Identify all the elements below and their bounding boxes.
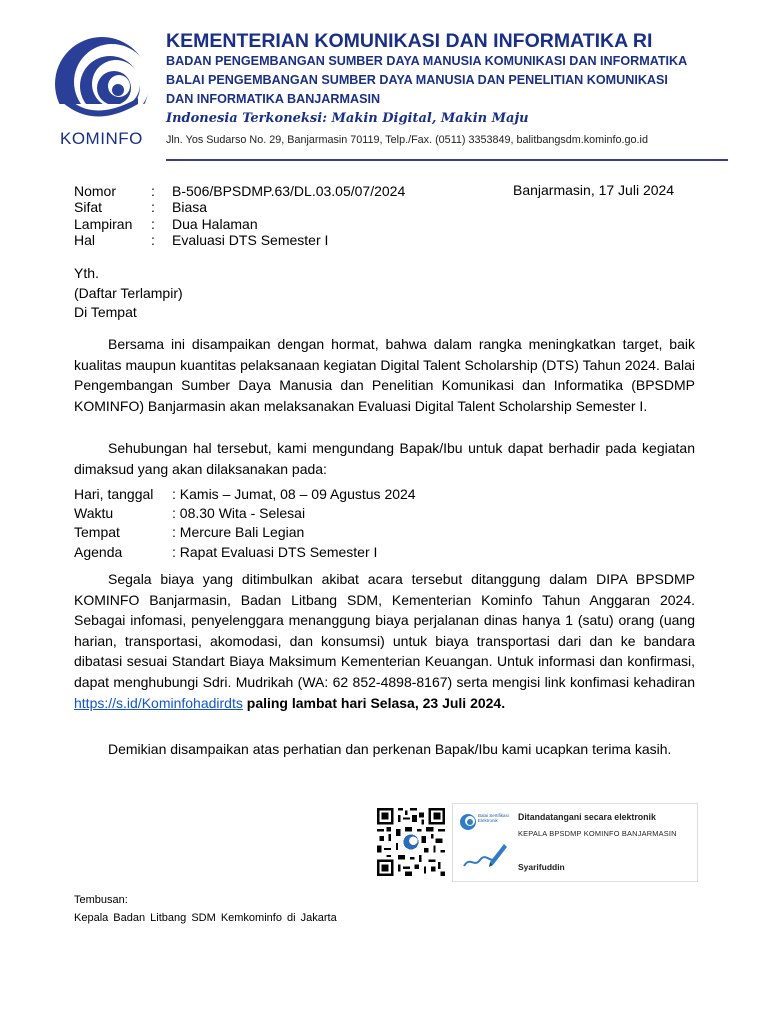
meta-label-nomor: Nomor <box>74 183 117 199</box>
paragraph-costs-text: Segala biaya yang ditimbulkan akibat acara tersebut ditanggung dalam DIPA BPSDMP KOMINFO Banjarmasin, Badan Litbang SDM, Kementerian Kominfo Tahun Anggaran 2024. Sebagai infomasi, penyelenggara menanggung biaya perjalanan dinas hanya 1 (satu) orang (uang harian, transportasi, akomodasi, dan konsumsi) untuk biaya transportasi dari dan ke bandara dibatasi sesuai Standart Biaya Maksimum Kementerian Keuangan. Untuk informasi dan konfirmasi, dapat menghubungi Sdri. Mudrikah (WA: 62 852-4898-8167) serta mengisi link konfimasi kehadiran <box>74 571 695 690</box>
paragraph-closing <box>74 739 695 760</box>
office-name-line2: DAN INFORMATIKA BANJARMASIN <box>166 92 381 106</box>
e-signature-title: Ditandatangani secara elektronik <box>518 812 656 822</box>
meta-colon: : <box>151 232 155 248</box>
office-name-line1: BALAI PENGEMBANGAN SUMBER DAYA MANUSIA DAN PENELITIAN KOMUNIKASI <box>166 73 668 87</box>
kominfo-logo <box>52 34 152 134</box>
meta-value-nomor: B-506/BPSDMP.63/DL.03.05/07/2024 <box>172 183 406 199</box>
schedule-label-place: Tempat <box>74 524 120 540</box>
paragraph-invitation-text: Sehubungan hal tersebut, kami mengundang Bapak/Ibu untuk dapat berhadir pada kegiatan dimaksud yang akan dilaksanakan pada: <box>74 440 695 477</box>
schedule-value-place: : Mercure Bali Legian <box>172 524 305 540</box>
paragraph-costs <box>74 569 695 713</box>
meta-label-sifat: Sifat <box>74 199 103 215</box>
meta-label-hal: Hal <box>74 232 96 248</box>
schedule-value-date: : Kamis – Jumat, 08 – 09 Agustus 2024 <box>172 486 416 502</box>
meta-value-hal: Evaluasi DTS Semester I <box>172 232 329 248</box>
office-address: Jln. Yos Sudarso No. 29, Banjarmasin 70119, Telp./Fax. (0511) 3353849, balitbangsdm.kominfo.go.id <box>166 134 648 146</box>
bsre-logo-icon <box>458 812 478 832</box>
signer-position: KEPALA BPSDMP KOMINFO BANJARMASIN <box>518 829 677 838</box>
recipient-list: (Daftar Terlampir) <box>74 285 183 301</box>
header-divider <box>166 159 728 161</box>
schedule-label-date: Hari, tanggal <box>74 486 154 502</box>
signature-pen-icon <box>460 838 510 872</box>
meta-colon: : <box>151 216 155 232</box>
qr-code-icon <box>377 808 445 876</box>
schedule-value-time: : 08.30 Wita - Selesai <box>172 505 306 521</box>
letter-date: Banjarmasin, 17 Juli 2024 <box>513 182 675 198</box>
confirmation-link[interactable]: https://s.id/Kominfohadirdts <box>74 694 243 711</box>
paragraph-intro-text: Bersama ini disampaikan dengan hormat, bahwa dalam rangka meningkatkan target, baik kualitas maupun kuantitas pelaksanaan kegiatan Digital Talent Scholarship (DTS) Tahun 2024. Balai Pengembangan Sumber Daya Manusia dan Penelitian Komunikasi dan Informatika (BPSDMP KOMINFO) Banjarmasin akan melaksanakan Evaluasi Digital Talent Scholarship Semester I. <box>74 336 695 414</box>
meta-value-lampiran: Dua Halaman <box>172 216 258 232</box>
schedule-label-agenda: Agenda <box>74 544 123 560</box>
deadline-text: paling lambat hari Selasa, 23 Juli 2024. <box>246 694 506 711</box>
paragraph-closing-text: Demikian disampaikan atas perhatian dan perkenan Bapak/Ibu kami ucapkan terima kasih. <box>108 741 672 757</box>
signer-name: Syarifuddin <box>518 862 565 872</box>
tagline: Indonesia Terkoneksi: Makin Digital, Makin Maju <box>166 111 529 126</box>
cc-item: Kepala Badan Litbang SDM Kemkominfo di Jakarta <box>74 912 337 924</box>
meta-colon: : <box>151 199 155 215</box>
ministry-name: KEMENTERIAN KOMUNIKASI DAN INFORMATIKA RI <box>166 30 653 52</box>
schedule-label-time: Waktu <box>74 505 114 521</box>
logo-wordmark: KOMINFO <box>60 129 143 148</box>
meta-colon: : <box>151 183 155 199</box>
recipient-salutation: Yth. <box>74 265 99 281</box>
agency-name: BADAN PENGEMBANGAN SUMBER DAYA MANUSIA KOMUNIKASI DAN INFORMATIKA <box>166 54 688 68</box>
schedule-value-agenda: : Rapat Evaluasi DTS Semester I <box>172 544 378 560</box>
meta-label-lampiran: Lampiran <box>74 216 133 232</box>
meta-value-sifat: Biasa <box>172 199 208 215</box>
paragraph-intro <box>74 334 695 416</box>
bsre-label: Balai Sertifikasi Elektronik <box>478 813 509 823</box>
paragraph-invitation <box>74 438 695 479</box>
recipient-place: Di Tempat <box>74 304 137 320</box>
cc-title: Tembusan: <box>74 894 128 906</box>
